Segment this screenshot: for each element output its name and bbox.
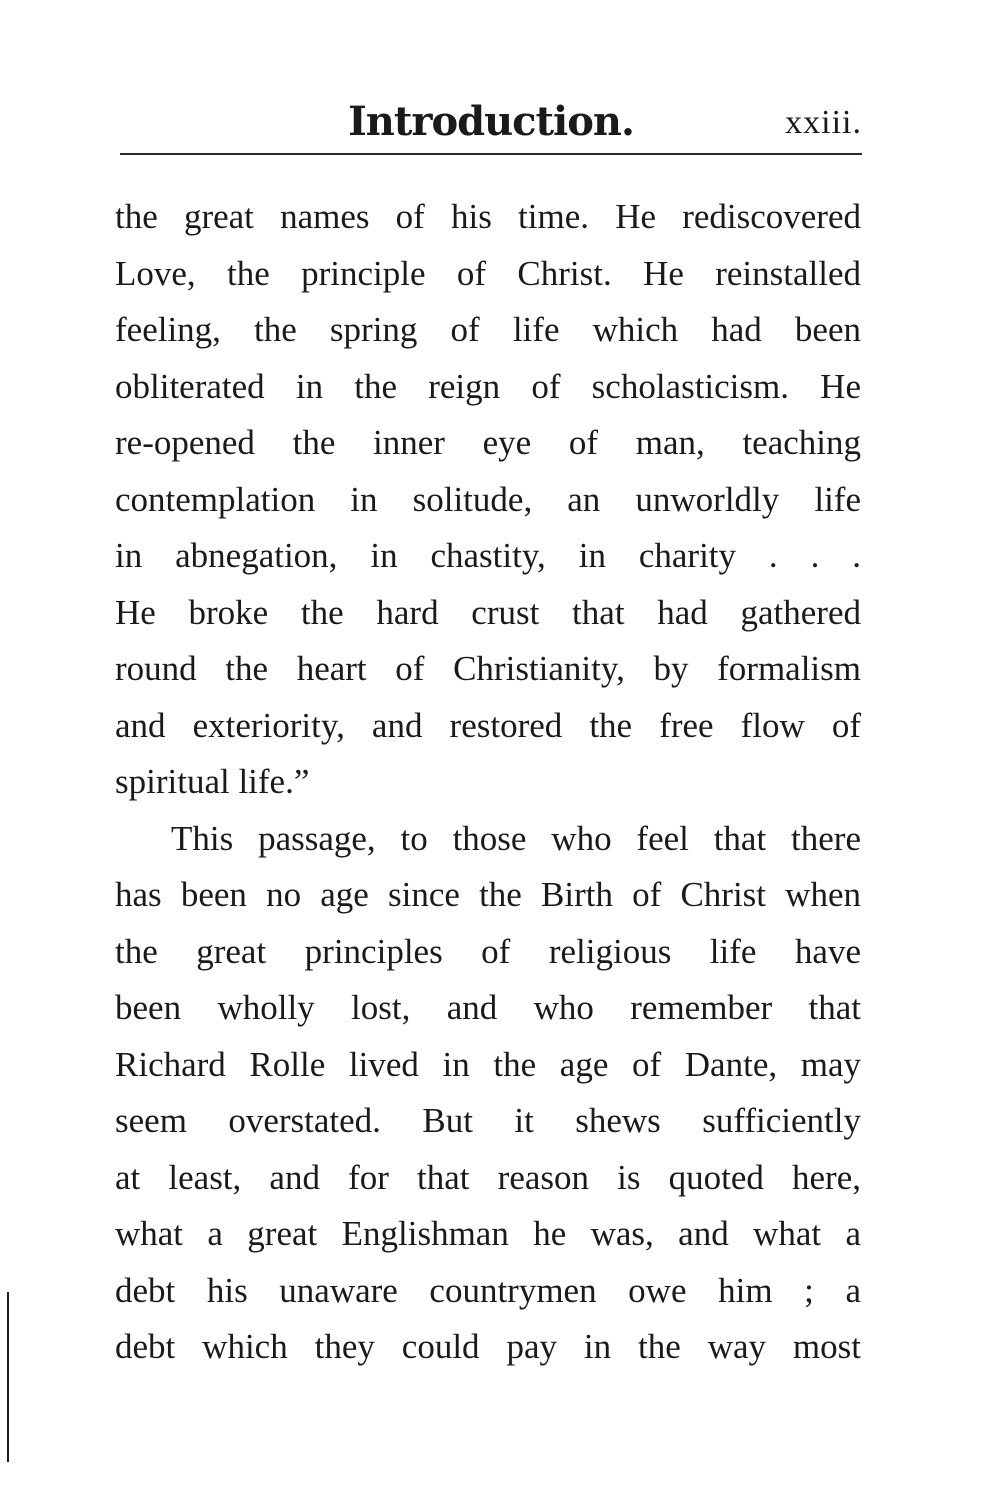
page-number: xxiii. [785,104,862,141]
text-line: the great principles of religious life have [115,931,861,971]
text-line: and exteriority, and restored the free flow of [115,705,861,745]
running-head [120,92,862,152]
text-line: obliterated in the reign of scholasticism. He [115,366,861,406]
text-line: seem overstated. But it shews sufficiently [115,1101,861,1140]
text-line: round the heart of Christianity, by formalism [115,649,861,688]
header-rule [120,153,862,155]
body-text [115,189,861,1376]
text-line: been wholly lost, and who remember that [115,988,861,1027]
text-line: at least, and for that reason is quoted here, [115,1157,861,1197]
text-line: This passage, to those who feel that there [171,818,861,858]
text-line: debt which they could pay in the way most [115,1327,861,1366]
text-line: in abnegation, in chastity, in charity . . . [115,536,861,575]
text-line: Richard Rolle lived in the age of Dante, may [115,1044,861,1084]
text-line: Love, the principle of Christ. He reinstalled [115,253,861,293]
margin-mark [7,1292,9,1462]
text-line: contemplation in solitude, an unworldly life [115,479,861,519]
text-line: what a great Englishman he was, and what a [115,1214,861,1253]
text-line: has been no age since the Birth of Christ when [115,875,861,914]
text-line: debt his unaware countrymen owe him ; a [115,1270,861,1310]
text-line: re-opened the inner eye of man, teaching [115,423,861,462]
text-line: He broke the hard crust that had gathered [115,592,861,632]
text-line: the great names of his time. He rediscovered [115,197,861,236]
text-line: spiritual life.” [115,762,310,801]
text-line: feeling, the spring of life which had been [115,310,861,349]
page-title: Introduction. [348,98,634,145]
